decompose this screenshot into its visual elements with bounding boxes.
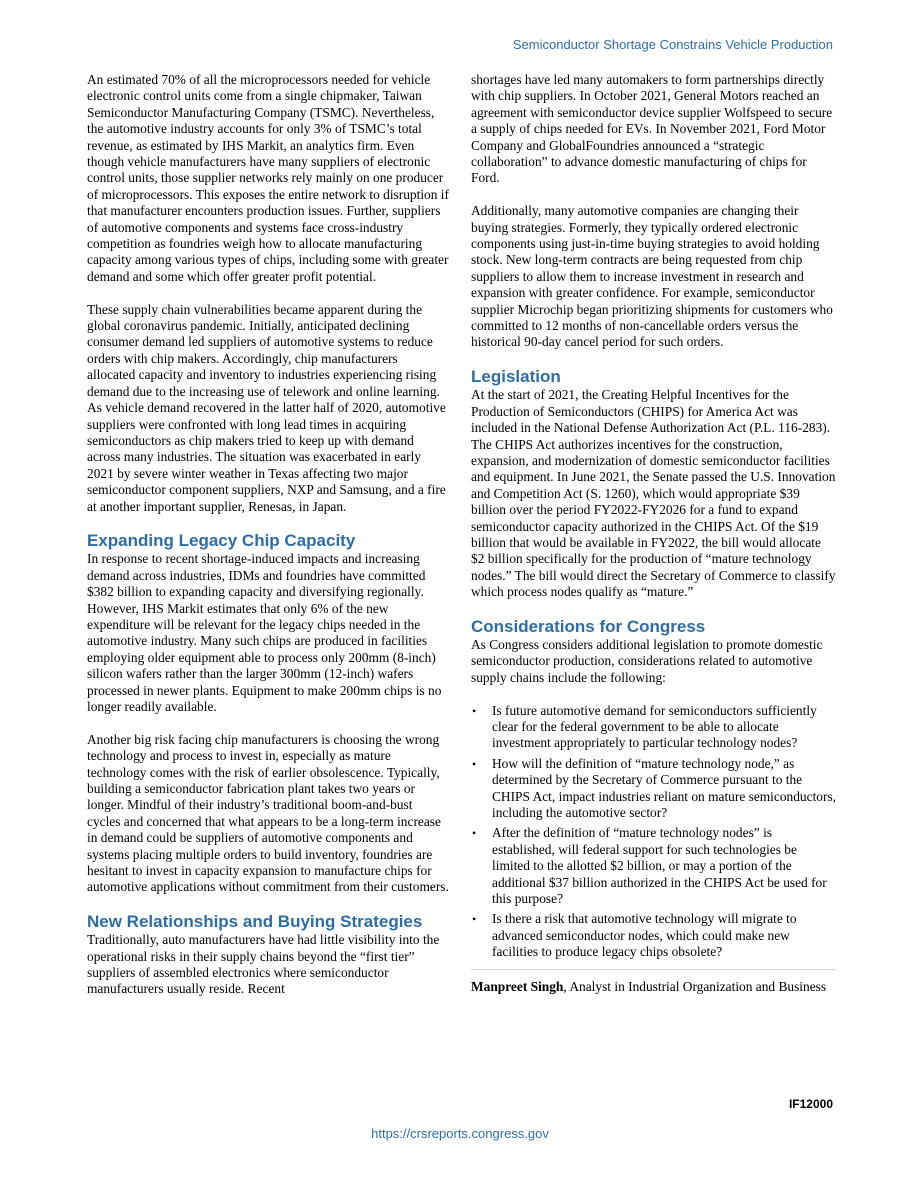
bullet-icon: • [472, 826, 477, 841]
list-item [471, 825, 837, 907]
heading-considerations: Considerations for Congress [471, 616, 706, 636]
paragraph-chips-act: At the start of 2021, the Creating Helpful Incentives for the Production of Semiconductors (CHIPS) for America Act was included in the National Defense Authorization Act (P.L. 116-283). The CHIPS Act authorizes incentives for the construction, expansion, and modernization of domestic semiconductor facilities and equipment. In June 2021, the Senate passed the U.S. Innovation and Competition Act (S. 1260), which would appropriate $39 billion over the period FY2022-FY2026 for a fund to expand semiconductor capacity authorized in the CHIPS Act. Of the $19 billion that would be available in FY2022, the bill would allocate $2 billion specifically for the production of “mature technology nodes.” The bill would direct the Secretary of Commerce to classify which process nodes qualify as “mature.” [471, 387, 836, 600]
paragraph-partnerships: shortages have led many automakers to form partnerships directly with chip suppliers. In October 2021, General Motors reached an agreement with semiconductor device supplier Wolfspeed to secure a supply of chips needed for EVs. In November 2021, Ford Motor Company and GlobalFoundries announced a “strategic collaboration” to advance domestic manufacturing of chips for Ford. [471, 72, 833, 186]
left-column [87, 72, 449, 998]
paragraph-considerations-intro: As Congress considers additional legislation to promote domestic semiconductor production, considerations related to automotive supply chains include the following: [471, 636, 823, 685]
bullet-icon: • [472, 703, 477, 718]
paragraph-buying-strategies: Additionally, many automotive companies are changing their buying strategies. Formerly, they typically ordered electronic components using just-in-time buying strategies to avoid holding stock. New long-term contracts are being requested from chip suppliers to allow them to increase investment in research and expansion with greater confidence. For example, semiconductor supplier Microchip began prioritizing shipments for customers who committed to 12 months of non-cancellable orders versus the historical 90-day cancel period for such orders. [471, 203, 833, 350]
heading-legacy-chip-capacity: Expanding Legacy Chip Capacity [87, 531, 356, 551]
considerations-list [471, 703, 837, 961]
author-name: Manpreet Singh [471, 978, 564, 994]
author-line [471, 979, 837, 995]
paragraph-capacity-commitments: In response to recent shortage-induced impacts and increasing demand across industries, IDMs and foundries have committed $382 billion to expanding capacity and diversifying regionally. However, IHS Markit estimates that only 6% of the new expenditure will be relevant for the legacy chips needed in the automotive industry. Many such chips are produced in facilities employing older equipment able to process only 200mm (8-inch) silicon wafers rather than the larger 300mm (12-inch) wafers processed in newer plants. Equipment to make 200mm chips is no longer readily available. [87, 551, 442, 714]
footer-url-link[interactable]: https://crsreports.congress.gov [371, 1126, 549, 1141]
author-divider [471, 969, 837, 970]
list-item-text: After the definition of “mature technology nodes” is established, will federal support for such technologies be limited to the allotted $2 billion, or may a portion of the additional $37 billion authorized in the CHIPS Act be used for this purpose? [492, 825, 827, 907]
heading-legislation: Legislation [471, 367, 561, 387]
list-item [471, 756, 837, 822]
list-item-text: How will the definition of “mature technology node,” as determined by the Secretary of Commerce pursuant to the CHIPS Act, impact industries reliant on mature semiconductors, including the automotive sector? [492, 755, 837, 820]
paragraph-visibility: Traditionally, auto manufacturers have had little visibility into the operational risks in their supply chains beyond the “first tier” suppliers of assembled electronics where semiconductor manufacturers usually reside. Recent [87, 932, 440, 997]
running-header: Semiconductor Shortage Constrains Vehicle Production [512, 37, 833, 52]
paragraph-pandemic: These supply chain vulnerabilities became apparent during the global coronavirus pandemic. Initially, anticipated declining consumer demand led suppliers of automotive systems to reduce orders with chip makers. Accordingly, chip manufacturers allocated capacity and inventory to industries experiencing rising demand due to the increasing use of telework and online learning. As vehicle demand recovered in the latter half of 2020, automotive suppliers were confronted with long lead times in acquiring semiconductors as chip makers tried to keep up with demand across many industries. The situation was exacerbated in early 2021 by severe winter weather in Texas affecting two major semiconductor component suppliers, NXP and Samsung, and a fire at another important supplier, Renesas, in Japan. [87, 301, 446, 514]
list-item [471, 703, 837, 752]
document-id: IF12000 [788, 1097, 833, 1111]
author-title: , Analyst in Industrial Organization and Business [563, 978, 827, 994]
bullet-icon: • [472, 756, 477, 771]
right-column [471, 72, 837, 995]
list-item-text: Is future automotive demand for semiconductors sufficiently clear for the federal government to be able to allocate investment appropriately to particular technology nodes? [492, 702, 817, 751]
list-item [471, 911, 837, 960]
bullet-icon: • [472, 912, 477, 927]
paragraph-tsmc: An estimated 70% of all the microprocessors needed for vehicle electronic control units come from a single chipmaker, Taiwan Semiconductor Manufacturing Company (TSMC). Nevertheless, the automotive industry accounts for only 3% of TSMC’s total revenue, as estimated by IHS Markit, an analytics firm. Even though vehicle manufacturers have many suppliers of electronic control units, those supplier networks rely mainly on one producer of microprocessors. This exposes the entire network to disruption if that manufacturer encounters production issues. Further, suppliers of automotive components and systems face cross-industry competition as foundries weigh how to allocate manufacturing capacity among various types of chips, including some with greater demand and some which offer greater profit potential. [87, 72, 449, 284]
heading-new-relationships: New Relationships and Buying Strategies [87, 912, 423, 932]
paragraph-technology-risk: Another big risk facing chip manufacturers is choosing the wrong technology and process to invest in, especially as mature technology comes with the risk of earlier obsolescence. Typically, building a semiconductor fabrication plant takes two years or longer. Mindful of their industry’s traditional boom-and-bust cycles and concerned that what appears to be a long-term increase in demand could be suppliers of automotive components and systems placing multiple orders to build inventory, foundries are hesitant to invest in capacity expansion to manufacture chips for automotive applications without commitment from their customers. [87, 731, 449, 895]
list-item-text: Is there a risk that automotive technology will migrate to advanced semiconductor nodes, which could make new facilities to produce legacy chips obsolete? [492, 911, 797, 960]
